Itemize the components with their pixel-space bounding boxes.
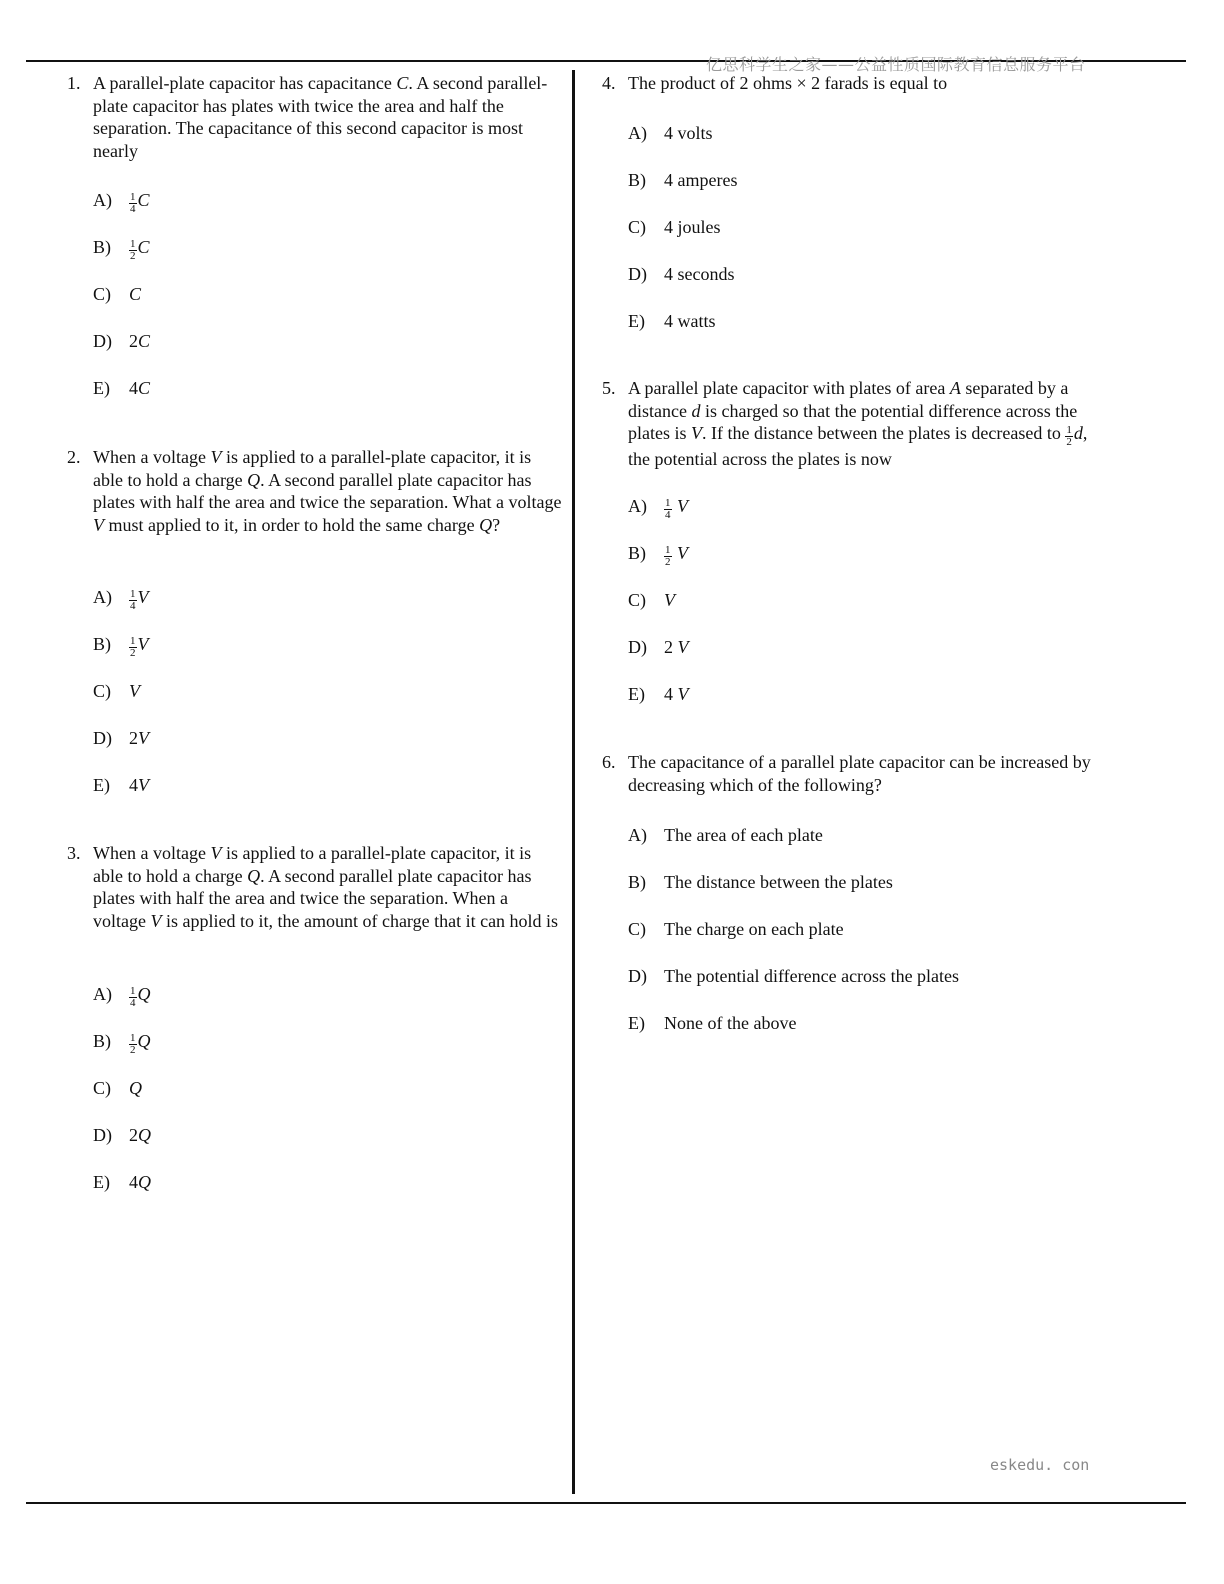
options-q2 (93, 585, 393, 820)
option-d[interactable]: D) 2 V (628, 637, 689, 657)
fraction: $\frac{1}{4}$ (665, 497, 671, 521)
option-b[interactable]: B) $\frac{1}{2}$ V (93, 634, 149, 659)
option-e[interactable]: E) 4 V (628, 684, 689, 704)
option-d[interactable]: D) 2V (93, 728, 149, 748)
option-d[interactable]: D) 4 seconds (628, 264, 735, 284)
option-c[interactable]: C) 4 joules (628, 217, 721, 237)
option-c[interactable]: C) The charge on each plate (628, 919, 844, 939)
options-q3 (93, 982, 393, 1217)
option-a[interactable]: A) 4 volts (628, 123, 713, 143)
fraction: $\frac{1}{2}$ (1066, 424, 1072, 448)
fraction: $\frac{1}{2}$ (130, 635, 136, 659)
options-q6 (628, 823, 1098, 1058)
question-2 (67, 446, 563, 536)
question-number: 3. (67, 843, 81, 863)
question-number: 6. (602, 752, 616, 772)
option-b[interactable]: B) $\frac{1}{2}$ V (628, 543, 688, 568)
option-a[interactable]: A) $\frac{1}{4}$ V (628, 496, 688, 521)
option-b[interactable]: B) $\frac{1}{2}$ C (93, 237, 150, 262)
question-text: The capacitance of a parallel plate capacitor can be increased by decreasing which of the following? (628, 752, 1091, 795)
question-5 (602, 377, 1098, 471)
question-6 (602, 751, 1098, 796)
fraction: $\frac{1}{2}$ (130, 238, 136, 262)
bottom-rule (26, 1502, 1186, 1504)
option-e[interactable]: E) 4 watts (628, 311, 716, 331)
options-q4 (628, 121, 1028, 356)
question-text: A parallel-plate capacitor has capacitance C. A second parallel-plate capacitor has plates with twice the area and half the separation. The capacitance of this second capacitor is most nearly (93, 73, 548, 161)
fraction: $\frac{1}{4}$ (130, 985, 136, 1009)
option-d[interactable]: D) The potential difference across the plates (628, 966, 960, 986)
question-number: 4. (602, 73, 616, 93)
question-text: The product of 2 ohms × 2 farads is equal to (628, 73, 948, 93)
column-divider (572, 70, 575, 1494)
question-text: When a voltage V is applied to a parallel-plate capacitor, it is able to hold a charge Q. A second parallel plate capacitor has plates with half the area and twice the separation. What a voltage V must applied to it, in order to hold the same charge Q? (93, 447, 562, 535)
option-d[interactable]: D) 2C (93, 331, 151, 351)
option-e[interactable]: E) None of the above (628, 1013, 797, 1033)
option-a[interactable]: A) The area of each plate (628, 825, 823, 845)
option-a[interactable]: A) $\frac{1}{4}$ C (93, 190, 150, 215)
question-text: A parallel plate capacitor with plates of area A separated by a distance d is charged so that the potential difference across the plates is V. If the distance between the plates is decreased to $\frac{1}{2}$ d, the potential across the plates is now (628, 378, 1088, 469)
question-1 (67, 72, 563, 162)
fraction: $\frac{1}{2}$ (130, 1032, 136, 1056)
footer-site: eskedu. con (990, 1456, 1090, 1474)
question-number: 5. (602, 378, 616, 398)
question-4 (602, 72, 1098, 95)
fraction: $\frac{1}{2}$ (665, 544, 671, 568)
option-a[interactable]: A) $\frac{1}{4}$ Q (93, 984, 151, 1009)
question-3 (67, 842, 563, 932)
question-number: 1. (67, 73, 81, 93)
options-q5 (628, 494, 928, 729)
fraction: $\frac{1}{4}$ (130, 588, 136, 612)
option-a[interactable]: A) $\frac{1}{4}$ V (93, 587, 149, 612)
option-d[interactable]: D) 2Q (93, 1125, 151, 1145)
option-c[interactable]: C) Q (93, 1078, 142, 1098)
option-b[interactable]: B) $\frac{1}{2}$ Q (93, 1031, 151, 1056)
option-c[interactable]: C) V (628, 590, 675, 610)
option-b[interactable]: B) The distance between the plates (628, 872, 893, 892)
option-c[interactable]: C) V (93, 681, 140, 701)
option-b[interactable]: B) 4 amperes (628, 170, 738, 190)
option-e[interactable]: E) 4V (93, 775, 149, 795)
question-number: 2. (67, 447, 81, 467)
option-e[interactable]: E) 4Q (93, 1172, 151, 1192)
option-c[interactable]: C) C (93, 284, 142, 304)
fraction: $\frac{1}{4}$ (130, 191, 136, 215)
watermark: 亿思科学生之家——公益性质国际教育信息服务平台 (706, 55, 1086, 74)
options-q1 (93, 188, 393, 423)
option-e[interactable]: E) 4C (93, 378, 151, 398)
question-text: When a voltage V is applied to a parallel-plate capacitor, it is able to hold a charge Q. A second parallel plate capacitor has plates with half the area and twice the separation. When a voltage V is applied to it, the amount of charge that it can hold is (93, 843, 559, 931)
